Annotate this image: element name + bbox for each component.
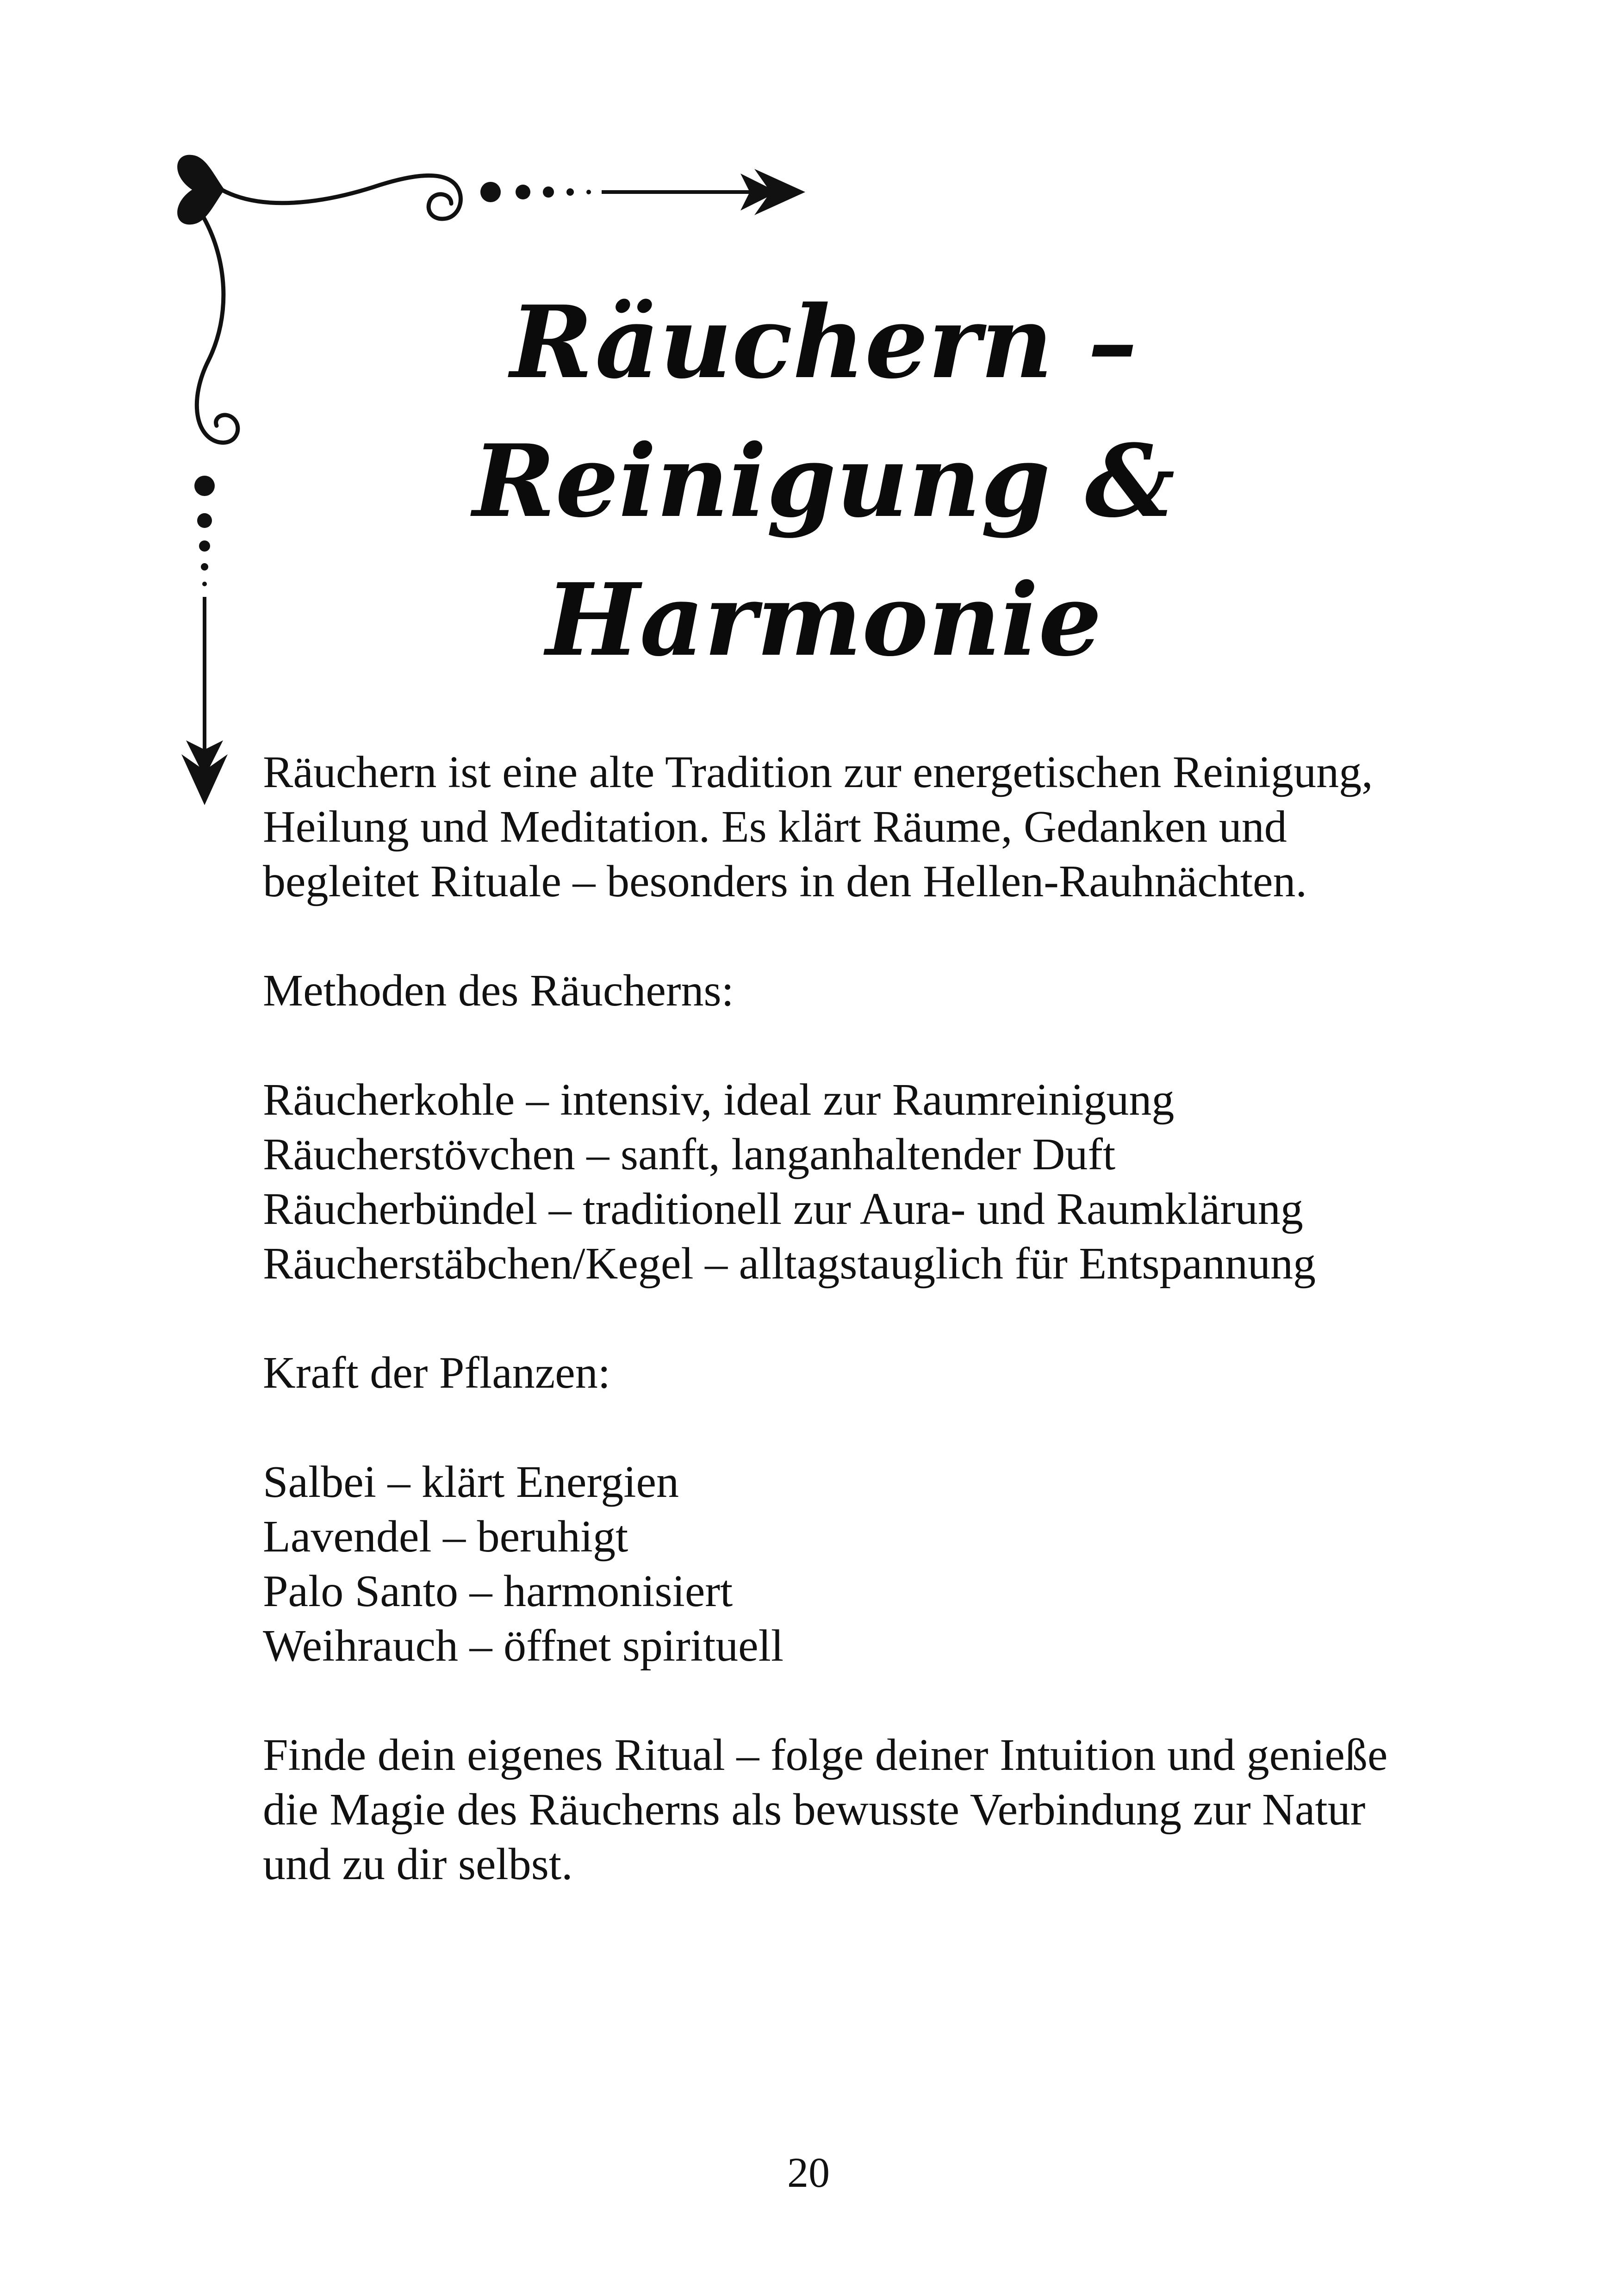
intro-line: Heilung und Meditation. Es klärt Räume, Gedanken und xyxy=(263,802,1287,852)
page-number: 20 xyxy=(787,2149,830,2196)
closing-line: Finde dein eigenes Ritual – folge deiner Intuition und genieße xyxy=(263,1730,1388,1780)
title-line-3: Harmonie xyxy=(546,561,1102,678)
body-text xyxy=(263,745,1388,1892)
closing-line: die Magie des Räucherns als bewusste Verbindung zur Natur xyxy=(263,1785,1366,1835)
plant-item: Lavendel – beruhigt xyxy=(263,1512,628,1562)
plants-heading: Kraft der Pflanzen: xyxy=(263,1348,610,1398)
intro-line: begleitet Rituale – besonders in den Hellen-Rauhnächten. xyxy=(263,856,1307,906)
title-line-1: Räuchern – xyxy=(510,284,1138,401)
plant-item: Weihrauch – öffnet spirituell xyxy=(263,1621,784,1671)
plant-item: Salbei – klärt Energien xyxy=(263,1457,679,1507)
title-line-2: Reinigung & xyxy=(473,422,1175,540)
page-title xyxy=(324,273,1324,689)
method-item: Räucherkohle – intensiv, ideal zur Raumreinigung xyxy=(263,1075,1175,1125)
method-item: Räucherstövchen – sanft, langanhaltender Duft xyxy=(263,1129,1116,1179)
plant-item: Palo Santo – harmonisiert xyxy=(263,1566,733,1616)
method-item: Räucherstäbchen/Kegel – alltagstauglich für Entspannung xyxy=(263,1239,1316,1289)
method-item: Räucherbündel – traditionell zur Aura- und Raumklärung xyxy=(263,1184,1303,1234)
closing-line: und zu dir selbst. xyxy=(263,1839,573,1889)
intro-line: Räuchern ist eine alte Tradition zur energetischen Reinigung, xyxy=(263,747,1373,797)
methods-heading: Methoden des Räucherns: xyxy=(263,966,734,1016)
